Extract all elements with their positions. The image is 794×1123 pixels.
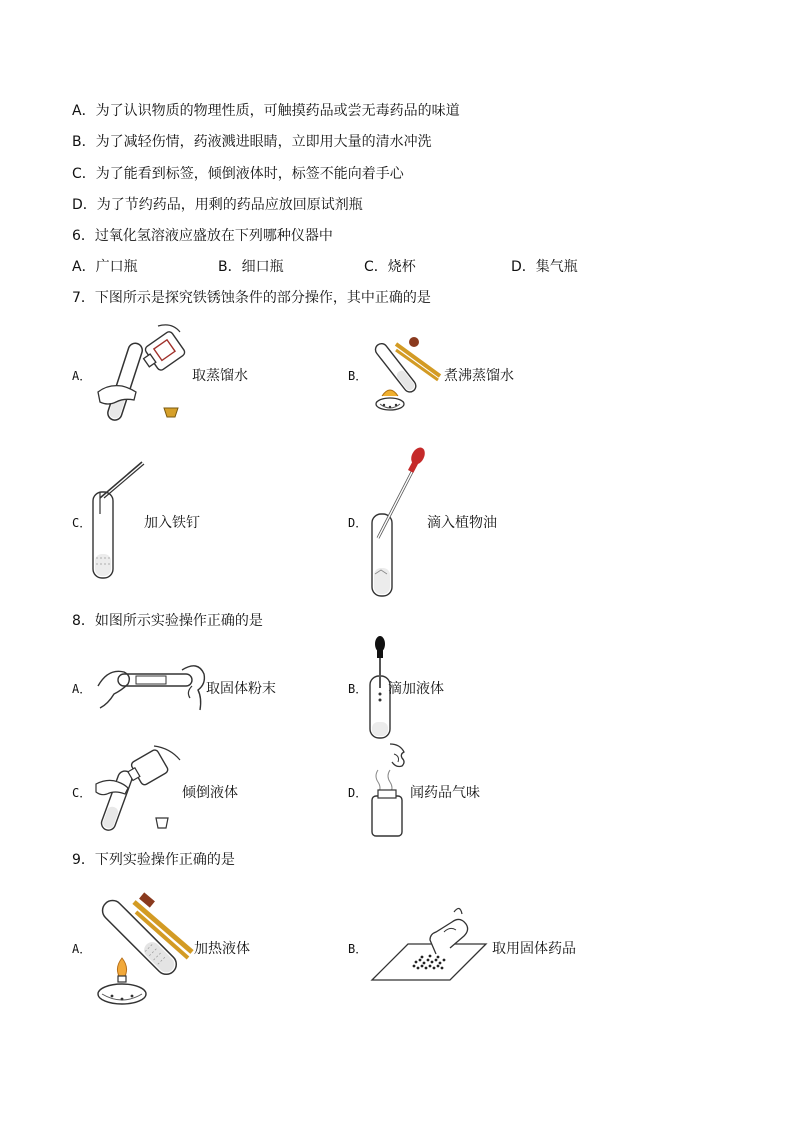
q8-d-smell-figure: [366, 740, 412, 838]
q9-b-take-solid-figure: [370, 904, 488, 982]
q9-a-caption: 加热液体: [194, 941, 250, 957]
q7-stem: 7．下图所示是探究铁锈蚀条件的部分操作，其中正确的是: [72, 290, 431, 306]
q7-c-add-iron-nail-figure: [88, 458, 148, 582]
q7-d-letter: D．: [348, 516, 368, 530]
q6-option-c: C．烧杯: [364, 259, 416, 275]
q7-a-pour-water-figure: [92, 322, 196, 428]
q9-b-letter: B．: [348, 942, 368, 956]
q9-a-heat-liquid-figure: [92, 886, 196, 1010]
q6-option-b: B．细口瓶: [218, 259, 284, 275]
q9-stem: 9．下列实验操作正确的是: [72, 852, 235, 868]
q8-a-take-powder-figure: [96, 656, 208, 712]
q7-b-boil-water-figure: [366, 330, 446, 412]
q8-c-letter: C．: [72, 786, 92, 800]
q8-b-letter: B．: [348, 682, 368, 696]
q6-option-a: A．广口瓶: [72, 259, 138, 275]
q5-option-d: D．为了节约药品，用剩的药品应放回原试剂瓶: [72, 197, 363, 213]
q6-stem: 6．过氧化氢溶液应盛放在下列哪种仪器中: [72, 228, 333, 244]
q8-stem: 8．如图所示实验操作正确的是: [72, 613, 263, 629]
q7-c-letter: C．: [72, 516, 92, 530]
q7-a-caption: 取蒸馏水: [192, 368, 248, 384]
q5-option-c: C．为了能看到标签，倾倒液体时，标签不能向着手心: [72, 166, 404, 182]
q8-a-letter: A．: [72, 682, 92, 696]
q7-c-caption: 加入铁钉: [144, 515, 200, 531]
q9-b-caption: 取用固体药品: [492, 941, 576, 957]
q8-c-caption: 倾倒液体: [182, 785, 238, 801]
q5-option-a: A．为了认识物质的物理性质，可触摸药品或尝无毒药品的味道: [72, 103, 460, 119]
q5-option-b: B．为了减轻伤情，药液溅进眼睛，立即用大量的清水冲洗: [72, 134, 432, 150]
q8-d-letter: D．: [348, 786, 368, 800]
q8-d-caption: 闻药品气味: [410, 785, 480, 801]
q8-c-pour-liquid-figure: [94, 744, 186, 836]
q7-a-letter: A．: [72, 369, 92, 383]
q7-b-letter: B．: [348, 369, 368, 383]
q9-a-letter: A．: [72, 942, 92, 956]
q7-b-caption: 煮沸蒸馏水: [444, 368, 514, 384]
q7-d-add-oil-figure: [362, 442, 432, 602]
q7-d-caption: 滴入植物油: [427, 515, 497, 531]
q8-a-caption: 取固体粉末: [206, 681, 276, 697]
q8-b-caption: 滴加液体: [388, 681, 444, 697]
q6-option-d: D．集气瓶: [511, 259, 578, 275]
